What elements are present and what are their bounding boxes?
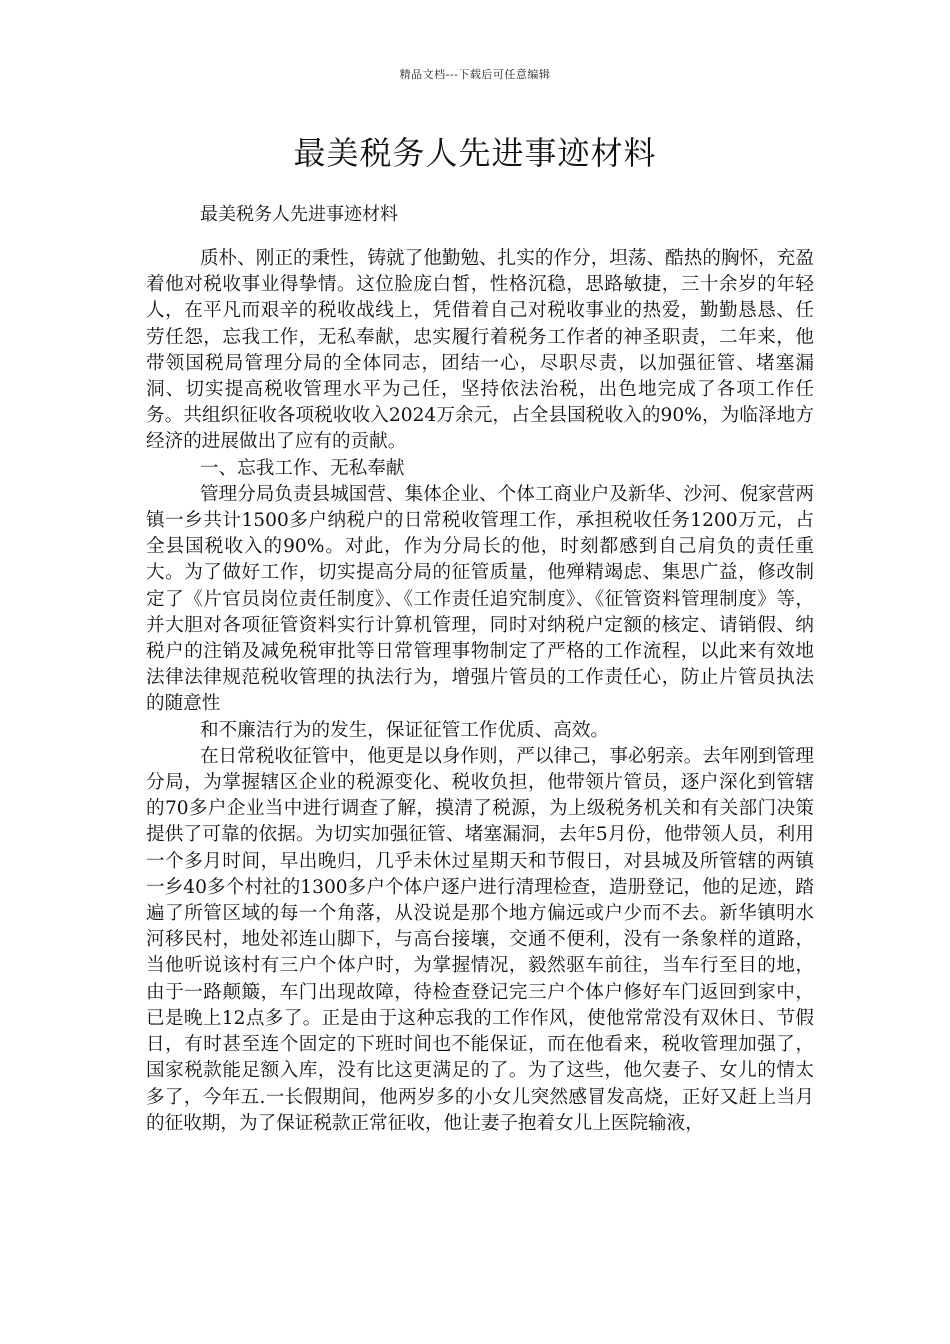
paragraph-management: 管理分局负责县城国营、集体企业、个体工商业户及新华、沙河、倪家营两镇一乡共计1500多户纳税户的日常税收管理工作，承担税收任务1200万元，占全县国税收入的90%。对此，作为分局长的他，时刻都感到自己肩负的责任重大。为了做好工作，切实提高分局的征管质量，他殚精竭虑、集思广益，修改制定了《片官员岗位责任制度》、《工作责任追究制度》、《征管资料管理制度》等，并大胆对各项征管资料实行计算机管理，同时对纳税户定额的核定、请销假、纳税户的注销及减免税审批等日常管理事物制定了严格的工作流程，以此来有效地法律法律规范税收管理的执法行为，增强片管员的工作责任心，防止片管员执法的随意性 (146, 483, 814, 715)
document-title: 最美税务人先进事迹材料 (293, 134, 657, 172)
header-note: 精品文档---下载后可任意编辑 (399, 68, 551, 81)
document-subtitle: 最美税务人先进事迹材料 (200, 204, 398, 225)
section-heading-1: 一、忘我工作、无私奉献 (199, 457, 405, 479)
paragraph-daily-work: 在日常税收征管中，他更是以身作则，严以律己，事必躬亲。去年刚到管理分局，为掌握辖区企业的税源变化、税收负担，他带领片管员，逐户深化到管辖的70多户企业当中进行调查了解，摸清了税源，为上级税务机关和有关部门决策提供了可靠的依据。为切实加强征管、堵塞漏洞，去年5月份，他带领人员，利用一个多月时间，早出晚归，几乎未休过星期天和节假日，对县城及所管辖的两镇一乡40多个村社的1300多户个体户逐户进行清理检查，造册登记，他的足迹，踏遍了所管区域的每一个角落，从没说是那个地方偏远或户少而不去。新华镇明水河移民村，地处祁连山脚下，与高台接壤，交通不便利，没有一条象样的道路，当他听说该村有三户个体户时，为掌握情况，毅然驱车前往，当车行至目的地，由于一路颠簸，车门出现故障，待检查登记完三户个体户修好车门返回到家中，已是晚上12点多了。正是由于这种忘我的工作作风，使他常常没有双休日、节假日，有时甚至连个固定的下班时间也不能保证，而在他看来，税收管理加强了，国家税款能足额入库，没有比这更满足的了。为了这些，他欠妻子、女儿的情太多了，今年五.一长假期间，他两岁多的小女儿突然感冒发高烧，正好又赶上当月的征收期，为了保证税款正常征收，他让妻子抱着女儿上医院输液， (146, 745, 814, 1134)
document-body (146, 246, 814, 1137)
paragraph-continuation: 和不廉洁行为的发生，保证征管工作优质、高效。 (199, 719, 610, 741)
paragraph-intro: 质朴、刚正的秉性，铸就了他勤勉、扎实的作分，坦荡、酷热的胸怀，充盈着他对税收事业得挚情。这位脸庞白皙，性格沉稳，思路敏捷，三十余岁的年轻人，在平凡而艰辛的税收战线上，凭借着自己对税收事业的热爱，勤勤恳恳、任劳任怨，忘我工作，无私奉献，忠实履行着税务工作者的神圣职责，二年来，他带领国税局管理分局的全体同志，团结一心，尽职尽责，以加强征管、堵塞漏洞、切实提高税收管理水平为己任，坚持依法治税，出色地完成了各项工作任务。共组织征收各项税收收入2024万余元，占全县国税收入的90%，为临泽地方经济的进展做出了应有的贡献。 (146, 248, 814, 453)
